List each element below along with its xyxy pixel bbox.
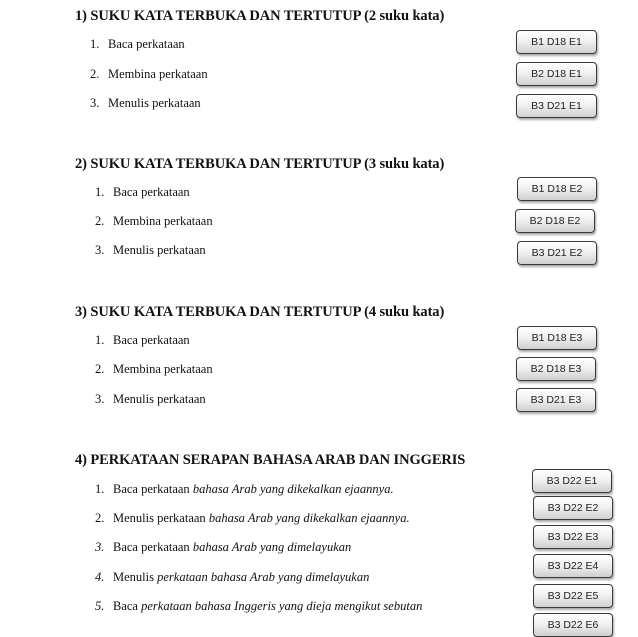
section-4-item-4 [95, 570, 369, 585]
section-1-item-1 [90, 37, 185, 52]
item-text-italic: perkataan bahasa Inggeris yang dieja mengikut sebutan [141, 599, 423, 613]
item-text-italic: bahasa Arab yang dikekalkan ejaannya. [192, 482, 394, 496]
item-number: 2. [90, 67, 100, 81]
code-button-b3-d22-e4[interactable]: B3 D22 E4 [533, 554, 613, 578]
code-button-b3-d22-e3[interactable]: B3 D22 E3 [533, 525, 613, 549]
code-button-b1-d18-e1[interactable]: B1 D18 E1 [516, 30, 597, 54]
item-number: 3. [90, 96, 100, 110]
section-4-item-5 [95, 599, 422, 614]
item-number: 1. [95, 185, 105, 199]
code-button-b3-d21-e2[interactable]: B3 D21 E2 [517, 241, 597, 265]
code-button-b2-d18-e1[interactable]: B2 D18 E1 [516, 62, 597, 86]
section-4-item-2 [95, 511, 410, 526]
code-button-b3-d21-e3[interactable]: B3 D21 E3 [516, 388, 596, 412]
item-number: 4. [95, 570, 105, 584]
item-text-italic: bahasa Arab yang dimelayukan [192, 540, 352, 554]
code-button-b3-d22-e5[interactable]: B3 D22 E5 [533, 584, 613, 608]
section-1-heading: 1) SUKU KATA TERBUKA DAN TERTUTUP (2 suku kata) [75, 8, 445, 24]
code-button-b3-d22-e6[interactable]: B3 D22 E6 [533, 613, 613, 637]
item-text: Baca [113, 599, 142, 613]
item-text: Membina perkataan [108, 67, 208, 81]
item-text: Baca perkataan [113, 540, 193, 554]
code-button-b2-d18-e3[interactable]: B2 D18 E3 [516, 357, 596, 381]
section-3-heading: 3) SUKU KATA TERBUKA DAN TERTUTUP (4 suku kata) [75, 304, 445, 320]
item-text: Menulis perkataan [113, 243, 206, 257]
item-text: Membina perkataan [113, 362, 213, 376]
item-number: 2. [95, 511, 105, 525]
section-2-item-1 [95, 185, 190, 200]
item-number: 1. [95, 482, 105, 496]
section-3-item-3 [95, 392, 206, 407]
item-number: 1. [95, 333, 105, 347]
item-text-italic: bahasa Arab yang dikekalkan ejaannya. [208, 511, 410, 525]
section-3-item-1 [95, 333, 190, 348]
section-4-item-3 [95, 540, 351, 555]
section-2-heading: 2) SUKU KATA TERBUKA DAN TERTUTUP (3 suku kata) [75, 156, 445, 172]
item-text: Menulis [113, 570, 158, 584]
item-text: Menulis perkataan [108, 96, 201, 110]
item-number: 1. [90, 37, 100, 51]
item-number: 3. [95, 243, 105, 257]
item-number: 3. [95, 392, 105, 406]
item-text: Menulis perkataan [113, 392, 206, 406]
item-text: Membina perkataan [113, 214, 213, 228]
item-text-italic: perkataan bahasa Arab yang dimelayukan [157, 570, 370, 584]
item-text: Baca perkataan [113, 333, 190, 347]
code-button-b2-d18-e2[interactable]: B2 D18 E2 [515, 209, 595, 233]
item-number: 2. [95, 214, 105, 228]
code-button-b3-d22-e2[interactable]: B3 D22 E2 [533, 496, 613, 520]
code-button-b1-d18-e2[interactable]: B1 D18 E2 [517, 177, 597, 201]
section-3-item-2 [95, 362, 213, 377]
section-4-item-1 [95, 482, 394, 497]
code-button-b3-d22-e1[interactable]: B3 D22 E1 [532, 469, 612, 493]
item-text: Baca perkataan [108, 37, 185, 51]
item-number: 3. [95, 540, 105, 554]
section-1-item-2 [90, 67, 208, 82]
item-text: Baca perkataan [113, 185, 190, 199]
section-4-heading: 4) PERKATAAN SERAPAN BAHASA ARAB DAN INGGERIS [75, 452, 466, 468]
item-number: 2. [95, 362, 105, 376]
item-text: Menulis perkataan [113, 511, 209, 525]
item-number: 5. [95, 599, 105, 613]
section-1-item-3 [90, 96, 201, 111]
item-text: Baca perkataan [113, 482, 193, 496]
section-2-item-2 [95, 214, 213, 229]
code-button-b3-d21-e1[interactable]: B3 D21 E1 [516, 94, 597, 118]
section-2-item-3 [95, 243, 206, 258]
code-button-b1-d18-e3[interactable]: B1 D18 E3 [517, 326, 597, 350]
